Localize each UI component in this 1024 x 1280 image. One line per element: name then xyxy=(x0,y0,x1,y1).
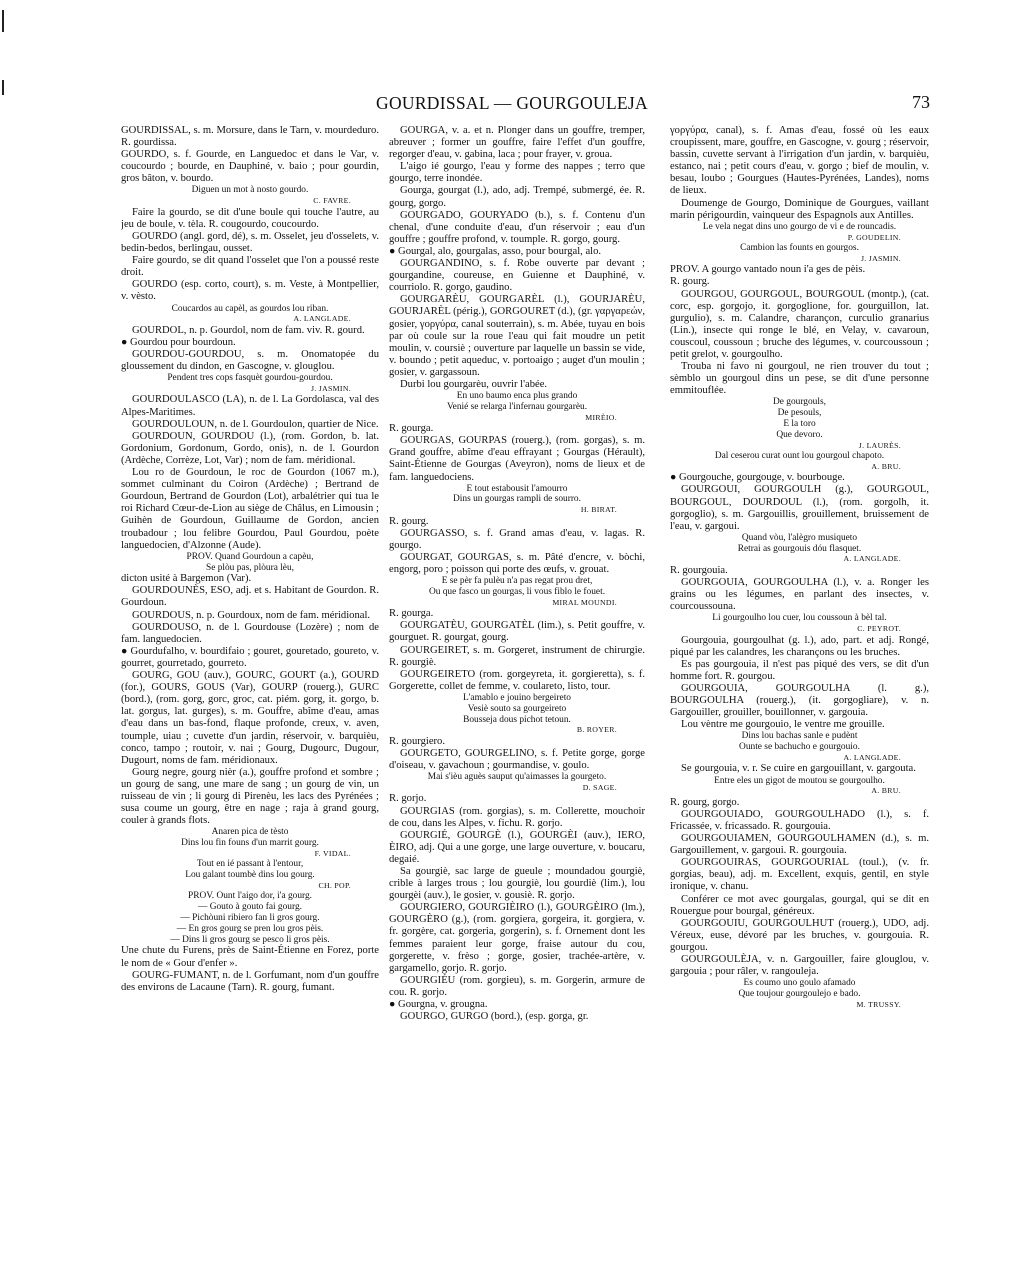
page-edge-mark xyxy=(2,10,4,32)
dictionary-entry: GOURGATÈU, GOURGATÈL (lim.), s. Petit gouffre, v. gourguet. R. gourgat, gourg. xyxy=(389,620,645,644)
dictionary-entry: R. gourga. xyxy=(389,423,434,435)
quotation-line: Que devoro. xyxy=(776,429,823,440)
dictionary-entry: GOURDO, s. f. Gourde, en Languedoc et dans le Var, v. coucourdo ; bourde, en Dauphiné, v. baio ; pour gourdin, gros bâton, v. bourdo. xyxy=(121,149,379,185)
quotation-line: Anaren pica de tèsto xyxy=(211,827,289,838)
dictionary-entry: GOURDOULASCO (LA), n. de l. La Gordolasca, val des Alpes-Maritimes. xyxy=(121,394,379,418)
quotation-line: Mai s'ièu aguès sauput qu'aimasses la gourgeto. xyxy=(427,772,607,783)
dictionary-entry: GOURG-FUMANT, n. de l. Gorfumant, nom d'un gouffre des environs de Lacaune (Tarn). R. gourg, fumant. xyxy=(121,969,379,993)
dictionary-entry: Trouba ni favo ni gourgoul, ne rien trouver du tout ; sèmblo un gourgoul dins un pese, se dit d'une personne emmitouflée. xyxy=(670,361,929,397)
dictionary-entry: PROV. A gourgo vantado noun i'a ges de pèis. xyxy=(670,264,866,276)
quotation-attribution: A. BRU. xyxy=(871,786,901,796)
quotation-line: Lou galant toumbè dins lou gourg. xyxy=(185,870,315,881)
quotation-line: — Gouto à gouto fai gourg. xyxy=(198,902,302,913)
dictionary-entry: GOURGANDINO, s. f. Robe ouverte par devant ; gourgandine, coureuse, en Guienne et Dauphiné, v. courriolo. R. gorgo, gaudino. xyxy=(389,258,645,294)
dictionary-entry: Gourgouia, gourgoulhat (g. l.), ado, part. et adj. Rongé, piqué par les calandres, les charançons ou les bruches. xyxy=(670,634,929,658)
dictionary-entry: L'aigo ié gourgo, l'eau y forme des nappes ; terro que gourgo, terre inondée. xyxy=(389,161,645,185)
dictionary-entry: R. gourgouia. xyxy=(670,564,728,576)
dictionary-entry: Es pas gourgouia, il n'est pas piqué des vers, se dit d'un homme fort. R. gourgou. xyxy=(670,658,929,682)
dictionary-entry: GOURDOUSO, n. de l. Gourdouse (Lozère) ; nom de fam. languedocien. xyxy=(121,621,379,645)
dictionary-entry: GOURGO, GURGO (bord.), (esp. gorga, gr. xyxy=(400,1011,589,1023)
quotation-line: E tout estabousit l'amourro xyxy=(466,483,568,494)
quotation-line: — Dins li gros gourg se pesco li gros pèis. xyxy=(170,934,330,945)
quotation-line: De pesouls, xyxy=(777,408,822,419)
quotation-line: L'amablo e jouino bergeireto xyxy=(463,692,571,703)
dictionary-entry: Conférer ce mot avec gourgalas, gourgal, qui se dit en Rouergue pour bourgal, généreux. xyxy=(670,893,929,917)
quotation-line: Ounte se bachucho e gourgouio. xyxy=(739,742,860,753)
quotation-line: Pendent tres cops fasquèt gourdou-gourdou. xyxy=(167,373,333,384)
quotation-line: Se plòu pas, plòura lèu, xyxy=(205,562,294,573)
dictionary-entry: Lou vèntre me gourgouio, le ventre me grouille. xyxy=(681,719,885,731)
quotation-attribution: M. TRUSSY. xyxy=(856,999,901,1009)
dictionary-entry: GOURGOUIA, GOURGOULHA (l. g.), BOURGOULHA (rouerg.), (it. gorgogliare), v. n. Gargouiller, grouiller, bouillonner, v. gargouia. xyxy=(670,682,929,719)
quotation-line: PROV. Ount l'aigo dor, i'a gourg. xyxy=(187,891,312,902)
dictionary-entry: Gourg negre, gourg nièr (a.), gouffre profond et sombre ; un gourg de sang, une mare de sang ; un gourg de vin, un ruisseau de vin ; li gourg di Pirenèu, les lacs des Pyrénées ; susa coume un gourg, être en nage ; raja à grand gourg, couler à grands flots. xyxy=(121,766,379,827)
quotation-attribution: C. FAVRE. xyxy=(313,196,351,206)
quotation-attribution: F. VIDAL. xyxy=(314,848,351,858)
dictionary-entry: GOURDOULOUN, n. de l. Gourdoulon, quartier de Nice. xyxy=(132,418,379,430)
quotation-attribution: CH. POP. xyxy=(318,880,351,890)
quotation-line: Quand vòu, l'alègro musiqueto xyxy=(741,532,858,543)
dictionary-entry: Se gourgouia, v. r. Se cuire en gargouillant, v. gargouta. xyxy=(681,763,916,775)
quotation-attribution: C. PEYROT. xyxy=(857,624,901,634)
dictionary-entry: ● Gourdou pour bourdoun. xyxy=(121,336,236,348)
quotation-line: E se pèr fa pulèu n'a pas regat prou dret, xyxy=(441,576,593,587)
quotation-line: Cambion las founts en gourgos. xyxy=(740,243,859,254)
quotation-attribution: A. BRU. xyxy=(871,461,901,471)
dictionary-entry: ● Gourgal, alo, gourgalas, asso, pour bourgal, alo. xyxy=(389,245,602,257)
quotation-attribution: A. LANGLADE. xyxy=(843,752,901,762)
dictionary-entry: GOURDO (esp. corto, court), s. m. Veste, à Montpellier, v. vèsto. xyxy=(121,279,379,303)
dictionary-entry: GOURGOUIADO, GOURGOULHADO (l.), s. f. Fricassée, v. fricassado. R. gourgouia. xyxy=(670,808,929,833)
dictionary-entry: R. gorjo. xyxy=(389,793,427,805)
dictionary-entry: GOURGOUIU, GOURGOULHUT (rouerg.), UDO, adj. Véreux, euse, dévoré par les bruches, v. gourgouia. R. gourgou. xyxy=(670,917,929,953)
dictionary-entry: ● Gourgouche, gourgouge, v. bourbouge. xyxy=(670,472,845,484)
dictionary-entry: dicton usité à Bargemon (Var). xyxy=(121,573,252,585)
dictionary-entry: Une chute du Furens, près de Saint-Étienne en Forez, porte le nom de « Gour d'enfer ». xyxy=(121,945,379,969)
quotation-attribution: MIRAL MOUNDI. xyxy=(552,597,617,607)
dictionary-entry: γοργύρα, canal), s. f. Amas d'eau, fossé où les eaux croupissent, mare, gouffre, en Gascogne, v. gourg ; réservoir, bassin, cuvette servant à l'irrigation d'un jardin, v. barquièu, estanco, nai ; petit cours d'eau, v. gorgo ; bief de moulin, v. besau, loubo ; Gourgues (Hautes-Pyrénées, Landes), noms de lieux. xyxy=(670,125,929,197)
dictionary-entry: GOURGIERO, GOURGIÈIRO (l.), GOURGÈIRO (lm.), GOURGÈRO (g.), (rom. gorgiera, gorgeira, it. gorgiera, v. fr. gorgère, cat. gorgeria, gorgerin), s. f. Ornement dont les femmes paraient leur gorge, fraise autour du cou, gorgerette, v. frèso ; gorge, gosier, trachée-artère, v. gargamello, gorjo. R. gorjo. xyxy=(389,902,645,974)
quotation-attribution: J. JASMIN. xyxy=(860,253,901,263)
dictionary-entry: Doumenge de Gourgo, Dominique de Gourgues, vaillant marin périgourdin, vainqueur des Espagnols aux Antilles. xyxy=(670,197,929,221)
quotation-line: Vesiè souto sa gourgeireto xyxy=(467,703,567,714)
quotation-line: Dal ceserou curat ount lou gourgoul chapoto. xyxy=(714,451,885,462)
dictionary-entry: Durbi lou gourgarèu, ouvrir l'abée. xyxy=(400,378,548,390)
dictionary-entry: GOURGOULÈJA, v. n. Gargouiller, faire glouglou, v. gargouia ; pour râler, v. rangouleja. xyxy=(670,954,929,978)
quotation-attribution: H. BIRAT. xyxy=(580,505,617,515)
dictionary-entry: GOURGOUI, GOURGOULH (g.), GOURGOUL, BOURGOUL, DOURDOUL (l.), (rom. gorgolh, it. gorgoglio), s. m. Gargouillis, grouillement, bruissement de l'eau, v. gargoui. xyxy=(670,484,929,532)
dictionary-entry: GOURDOUN, GOURDOU (l.), (rom. Gordon, b. lat. Gordonium, Gordonum, Gordo, onis), n. de l. Gourdon (Ardèche, Corrèze, Lot, Var) ; nom de fam. méridional. xyxy=(121,430,379,466)
dictionary-entry: ● Gourgna, v. grougna. xyxy=(389,999,488,1010)
dictionary-entry: GOURGETO, GOURGELINO, s. f. Petite gorge, gorge d'oiseau, v. gavachoun ; gourmandise, v. goulo. xyxy=(389,747,645,772)
quotation-attribution: A. LANGLADE. xyxy=(293,314,351,324)
dictionary-entry: GOURGIAS (rom. gorgias), s. m. Collerette, mouchoir de cou, dans les Alpes, v. fichu. R. gorjo. xyxy=(389,805,645,829)
quotation-attribution: A. LANGLADE. xyxy=(843,554,901,564)
dictionary-entry: GOURDISSAL, s. m. Morsure, dans le Tarn, v. mourdeduro. R. gourdissa. xyxy=(121,125,379,149)
dictionary-entry: GOURDOU-GOURDOU, s. m. Onomatopée du gloussement du dindon, en Gascogne, v. glouglou. xyxy=(121,349,379,373)
column-left xyxy=(121,125,379,1250)
dictionary-entry: GOURDO (angl. gord, dé), s. m. Osselet, jeu d'osselets, v. bedin-bedos, berlingau, ousset. xyxy=(121,230,379,255)
quotation-attribution: J. JASMIN. xyxy=(310,383,351,393)
dictionary-entry: GOURGOUIRAS, GOURGOURIAL (toul.), (v. fr. gorgias, beau), adj. m. Excellent, exquis, gentil, en style ironique, v. chanu. xyxy=(670,857,929,893)
dictionary-entry: Faire gourdo, se dit quand l'osselet que l'on a poussé reste droit. xyxy=(121,255,379,279)
dictionary-entry: GOURGAT, GOURGAS, s. m. Pâté d'encre, v. bòchi, engorg, poro ; poisson qui porte des œufs, v. grouat. xyxy=(389,552,645,576)
quotation-line: Diguen un mot à nosto gourdo. xyxy=(191,185,309,196)
dictionary-entry: Gourga, gourgat (l.), ado, adj. Trempé, submergé, ée. R. gourg, gorgo. xyxy=(389,185,645,209)
quotation-line: Dins un gourgas rampli de sourro. xyxy=(453,494,581,505)
quotation-line: Coucardos au capèl, as gourdos lou riban. xyxy=(171,303,329,314)
quotation-line: Dins lou bachas sanle e pudènt xyxy=(741,731,858,742)
dictionary-entry: R. gourgiero. xyxy=(389,735,446,747)
quotation-line: Ou que fasco un gourgas, li vous fiblo le fouet. xyxy=(428,586,606,597)
dictionary-entry: GOURGOU, GOURGOUL, BOURGOUL (montp.), (cat. corc, esp. gorgojo, it. gorgoglione, for. gourguillon, lat. gurgulio), s. m. Calandre, charançon, curculio granarius (Lin.), insecte qui ronge le blé, en Velay, v. cavaroun, couscoul, coussoun ; bruche des légumes, v. courcoussoun ; petit grelot, v. gourgoulho. xyxy=(670,288,929,360)
dictionary-entry: GOURGIÉ, GOURGÈ (l.), GOURGÈI (auv.), IERO, ÈIRO, adj. Qui a une gorge, une large ouverture, v. boucaru, degaié. xyxy=(389,829,645,865)
quotation-attribution: MIRÈIO. xyxy=(585,412,617,422)
running-title: GOURDISSAL — GOURGOULEJA xyxy=(376,93,648,113)
quotation-line: Que toujour gourgoulejo e bado. xyxy=(738,989,861,1000)
dictionary-entry: Faire la gourdo, se dit d'une boule qui touche l'autre, au jeu de boule, v. tèla. R. cougourdo, coucourdo. xyxy=(121,206,379,230)
dictionary-entry: GOURDOUS, n. p. Gourdoux, nom de fam. méridional. xyxy=(132,609,371,621)
column-right xyxy=(670,125,929,1250)
quotation-line: — Pichòuni ribiero fan li gros gourg. xyxy=(180,913,320,924)
quotation-line: — En gros gourg se pren lou gros pèis. xyxy=(176,923,324,934)
quotation-line: Li gourgoulho lou cuer, lou coussoun à bèl tal. xyxy=(712,613,887,624)
dictionary-entry: GOURGOUIAMEN, GOURGOULHAMEN (d.), s. m. Gargouillement, v. gargoui. R. gourgouia. xyxy=(670,833,929,857)
dictionary-entry: R. gourg, gorgo. xyxy=(670,796,740,808)
quotation-line: Entre eles un gigot de moutou se gourgoulho. xyxy=(714,775,885,786)
quotation-line: Venié se relarga l'infernau gourgarèu. xyxy=(446,401,588,412)
dictionary-entry: GOURGOUIA, GOURGOULHA (l.), v. a. Ronger les grains ou les légumes, en parlant des insectes, v. courcoussouna. xyxy=(670,577,929,613)
page-number: 73 xyxy=(912,92,930,112)
dictionary-entry: Sa gourgiè, sac large de gueule ; moundadou gourgiè, crible à larges trous ; lou gourgiè, lou gourdiè (lim.), lou gourgèi (auv.), le gosier, v. gousiè. R. gorjo. xyxy=(389,865,645,902)
quotation-line: Le vela negat dins uno gourgo de vi e de rouncadis. xyxy=(702,221,897,232)
quotation-line: De gourgouls, xyxy=(773,397,826,408)
dictionary-entry: GOURGAS, GOURPAS (rouerg.), (rom. gorgas), s. m. Grand gouffre, abîme d'eau effrayant ; Gourgas (Hérault), Saint-Étienne de Gourgas (Aveyron), noms de lieux et de fam. languedociens. xyxy=(389,435,645,483)
quotation-attribution: B. ROYER. xyxy=(576,725,617,735)
quotation-line: Tout en ié passant à l'entour, xyxy=(196,859,304,870)
quotation-line: Es coumo uno goulo afamado xyxy=(743,978,856,989)
dictionary-entry: GOURGARÈU, GOURGARÈL (l.), GOURJARÈU, GOURJARÈL (périg.), GORGOURET (d.), (gr. γαργαρεών, gosier, γοργύρα, canal souterrain), s. m. Abée, tuyau en bois par où coule sur la roue l'eau qui fait moudre un petit moulin, v. coursiè ; ouverture par laquelle un bassin se vide, v. boundo ; petit aqueduc, v. portoaigo ; auget d'un moulin ; gosier, v. gargassoun. xyxy=(389,294,645,378)
dictionary-entry: GOURGIÉU (rom. gorgieu), s. m. Gorgerin, armure de cou. R. gorjo. xyxy=(389,974,645,998)
quotation-line: Dins lou fin founs d'un marrit gourg. xyxy=(181,838,319,849)
dictionary-entry: GOURGA, v. a. et n. Plonger dans un gouffre, tremper, abreuver ; former un gouffre, faire l'effet d'un gouffre, regorger d'eau, v. gabina, laca ; pour frayer, v. groua. xyxy=(389,125,645,161)
dictionary-entry: Lou ro de Gourdoun, le roc de Gourdon (1067 m.), sommet culminant du Coiron (Ardèche) ; Bertrand de Gourdoun, Bertrand de Gourdon (Lot), arbalétrier qui tua le roi Richard Cœur-de-Lion au siège de Châlus, en Limousin ; Guihèn de Gourdoun, Guillaume de Gordon, ancien troubadour ; lou felibre Gourdou, Paul Gourdou, poète languedocien, d'Alzonne (Aude). xyxy=(121,467,379,551)
dictionary-entry: GOURDOL, n. p. Gourdol, nom de fam. viv. R. gourd. xyxy=(132,324,365,336)
dictionary-entry: GOURDOUNÈS, ESO, adj. et s. Habitant de Gourdon. R. Gourdoun. xyxy=(121,585,379,609)
quotation-line: Retrai as gourgouis dóu flasquet. xyxy=(737,543,862,554)
quotation-attribution: D. SAGE. xyxy=(582,782,617,792)
dictionary-entry: GOURGEIRET, s. m. Gorgeret, instrument de chirurgie. R. gourgiè. xyxy=(389,644,645,668)
quotation-attribution: P. GOUDELIN. xyxy=(847,232,901,242)
quotation-line: PROV. Quand Gourdoun a capèu, xyxy=(186,551,314,562)
column-middle xyxy=(389,125,645,1250)
page-header xyxy=(0,93,1024,119)
dictionary-entry: GOURGEIRETO (rom. gorgeyreta, it. gorgieretta), s. f. Gorgerette, collet de femme, v. coulareto, listo, tour. xyxy=(389,668,645,692)
quotation-line: E la toro xyxy=(783,418,816,429)
dictionary-entry: GOURG, GOU (auv.), GOURC, GOURT (a.), GOURD (for.), GOURS, GOUS (Var), GOURP (rouerg.), GURC (bord.), (rom. gorg, gorc, groc, cat. piém. gorg, it. gorgo, b. lat. gorgus, lat. gurges), s. m. Gouffre, abîme d'eau, amas d'eau dans un bas-fond, flaque profonde, creux, v. aven, toumple, uiau ; cuvette d'un jardin, réservoir, v. barquièu, conco, tampo ; routoir, v. nai ; Gourg, Dugourc, Dugour, Dugourt, noms de fam. méridionaux. xyxy=(121,670,379,766)
quotation-line: Bousseja dous pichot tetoun. xyxy=(463,714,571,725)
dictionary-entry: R. gourga. xyxy=(389,608,434,620)
quotation-line: En uno baumo enca plus grando xyxy=(456,391,578,402)
dictionary-entry: R. gourg. xyxy=(389,515,429,527)
quotation-attribution: J. LAURÈS. xyxy=(858,440,901,450)
dictionary-entry: R. gourg. xyxy=(670,276,710,288)
dictionary-entry: GOURGASSO, s. f. Grand amas d'eau, v. lagas. R. gourgo. xyxy=(389,527,645,551)
dictionary-entry: GOURGADO, GOURYADO (b.), s. f. Contenu d'un chenal, d'une conduite d'eau, d'un réservoir ; eau d'un gouffre ; gouffre profond, v. toumple. R. gorgo, gourg. xyxy=(389,209,645,245)
dictionary-entry: ● Gourdufalho, v. bourdifaio ; gouret, gouretado, goureto, v. gourret, gourretado, gourreto. xyxy=(121,645,379,669)
